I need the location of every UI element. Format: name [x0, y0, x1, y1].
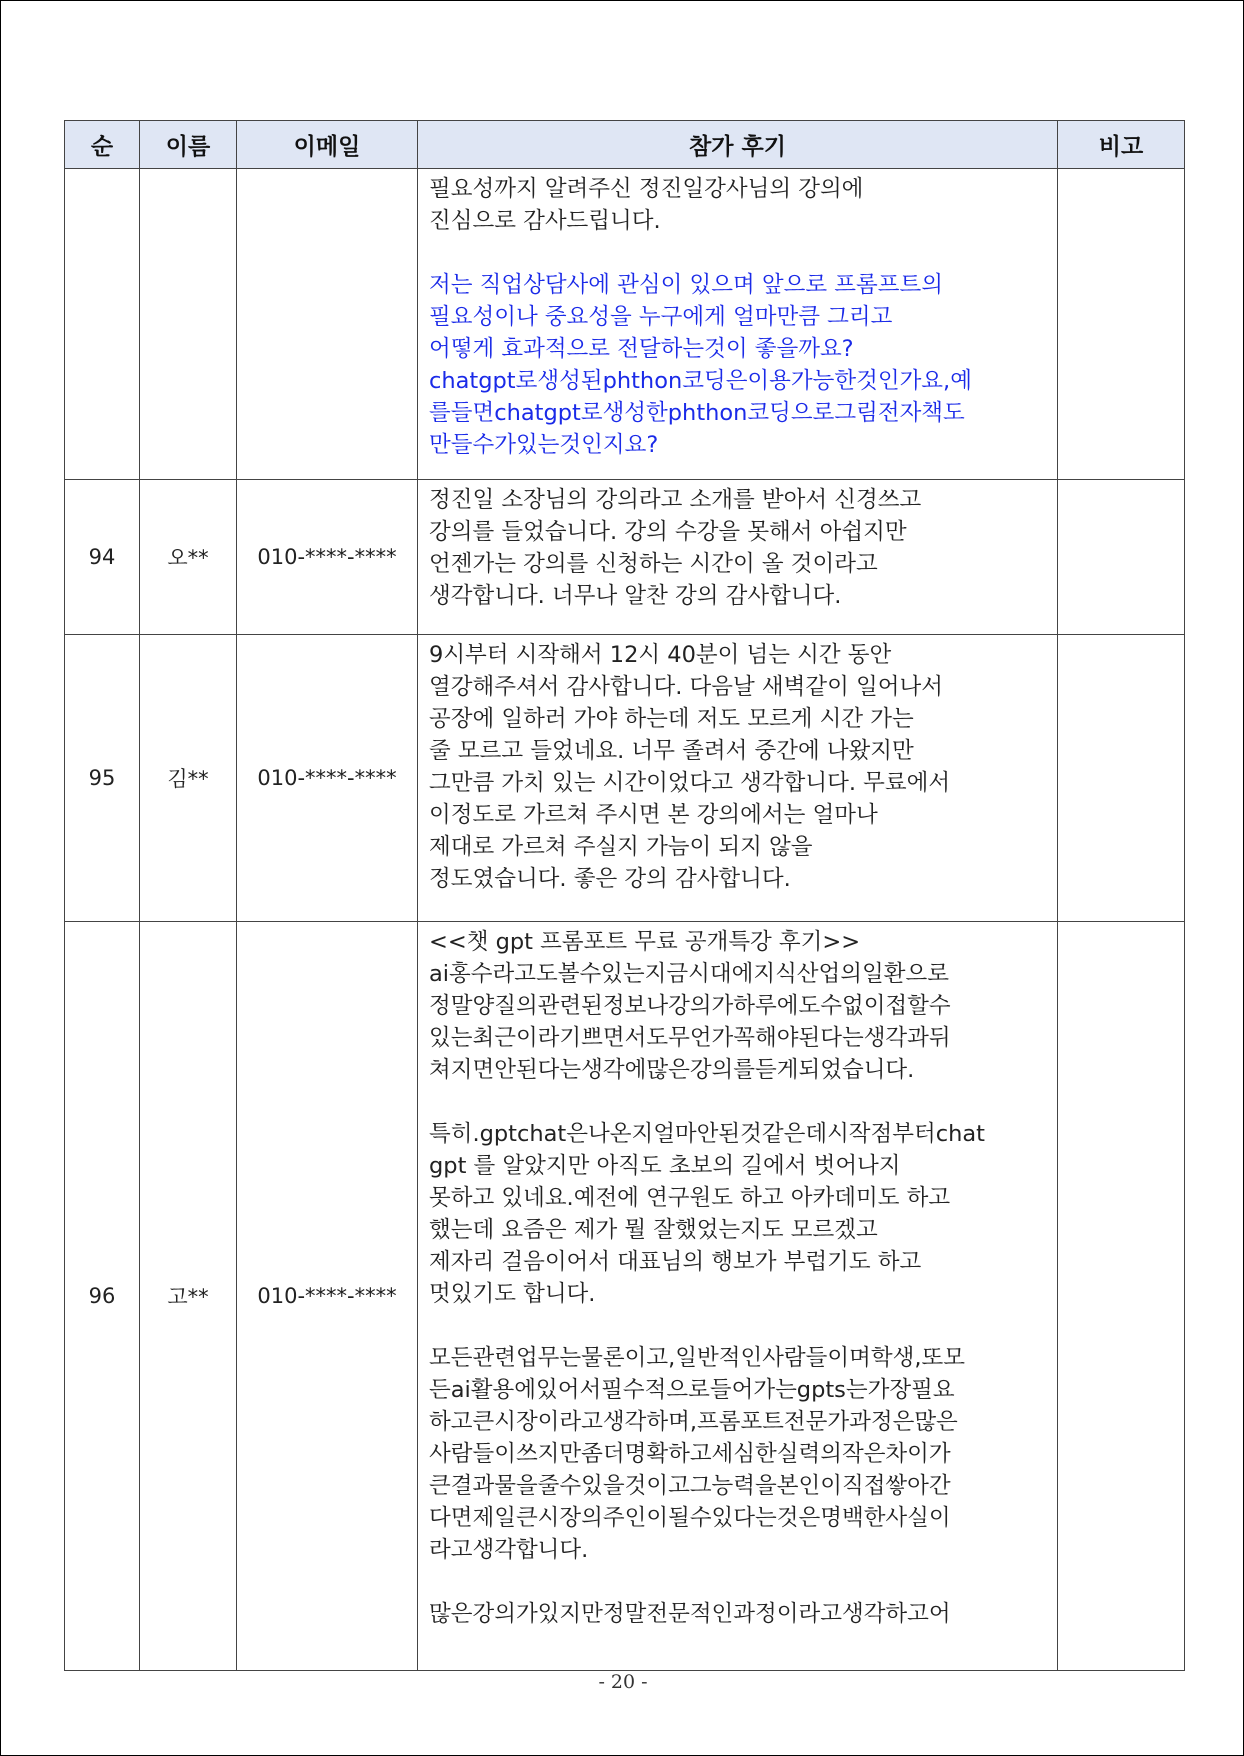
row-name: 오** — [140, 480, 237, 635]
row-name: 고** — [140, 922, 237, 1671]
row-number: 94 — [65, 480, 140, 635]
row-number: 96 — [65, 922, 140, 1671]
header-note: 비고 — [1058, 121, 1185, 169]
row-note — [1058, 922, 1185, 1671]
review-paragraph: 정진일 소장님의 강의라고 소개를 받아서 신경쓰고 강의를 들었습니다. 강의 수강을 못해서 아쉽지만 언젠가는 강의를 신청하는 시간이 올 것이라고 생각합니다. 너무나 알찬 강의 감사합니다. — [429, 487, 922, 609]
table-row — [65, 922, 1185, 1671]
review-table — [64, 120, 1185, 1671]
row-note — [1058, 480, 1185, 635]
row-email: 010-****-**** — [237, 922, 418, 1671]
row-note — [1058, 169, 1185, 480]
review-paragraph: <<챗 gpt 프롬포트 무료 공개특강 후기>> ai홍수라고도볼수있는지금시대에지식산업의일환으로 정말양질의관련된정보나강의가하루에도수없이접할수 있는최근이라기쁘면서도무언가꼭해야된다는생각과뒤 쳐지면안된다는생각에많은강의를듣게되었습니다. — [429, 929, 951, 1083]
review-paragraph: 모든관련업무는물론이고,일반적인사람들이며학생,또모 든ai활용에있어서필수적으로들어가는gpts는가장필요 하고큰시장이라고생각하며,프롬포트전문가과정은많은 사람들이쓰지만좀더명확하고세심한실력의작은차이가 큰결과물을줄수있을것이고그능력을본인이직접쌓아간 다면제일큰시장의주인이될수있다는것은명백한사실이 라고생각합니다. — [429, 1345, 965, 1563]
row-review — [418, 169, 1058, 480]
table-header-row — [65, 121, 1185, 169]
table-row — [65, 480, 1185, 635]
page-number: - 20 - — [598, 1671, 648, 1693]
row-number: 95 — [65, 635, 140, 922]
table-row — [65, 169, 1185, 480]
row-review — [418, 480, 1058, 635]
review-paragraph: 많은강의가있지만정말전문적인과정이라고생각하고어 — [429, 1601, 951, 1627]
review-question: 저는 직업상담사에 관심이 있으며 앞으로 프롬프트의 필요성이나 중요성을 누구에게 얼마만큼 그리고 어떻게 효과적으로 전달하는것이 좋을까요? chatgpt로생성된phthon코딩은이용가능한것인가요,예 를들면chatgpt로생성한phthon코딩으로그림전자책도 만들수가있는것인지요? — [429, 272, 972, 458]
table-row — [65, 635, 1185, 922]
row-email: 010-****-**** — [237, 635, 418, 922]
header-number: 순 — [65, 121, 140, 169]
row-name: 김** — [140, 635, 237, 922]
header-email: 이메일 — [237, 121, 418, 169]
review-paragraph: 필요성까지 알려주신 정진일강사님의 강의에 진심으로 감사드립니다. — [429, 176, 864, 234]
review-paragraph: 9시부터 시작해서 12시 40분이 넘는 시간 동안 열강해주셔서 감사합니다. 다음날 새벽같이 일어나서 공장에 일하러 가야 하는데 저도 모르게 시간 가는 줄 모르고 들었네요. 너무 졸려서 중간에 나왔지만 그만큼 가치 있는 시간이었다고 생각합니다. 무료에서 이정도로 가르쳐 주시면 본 강의에서는 얼마나 제대로 가르쳐 주실지 가늠이 되지 않을 정도였습니다. 좋은 강의 감사합니다. — [429, 642, 951, 892]
row-note — [1058, 635, 1185, 922]
row-email — [237, 169, 418, 480]
row-number — [65, 169, 140, 480]
row-name — [140, 169, 237, 480]
row-review — [418, 635, 1058, 922]
row-email: 010-****-**** — [237, 480, 418, 635]
header-name: 이름 — [140, 121, 237, 169]
row-review — [418, 922, 1058, 1671]
header-review: 참가 후기 — [418, 121, 1058, 169]
review-paragraph: 특히.gptchat은나온지얼마안된것같은데시작점부터chat gpt 를 알았지만 아직도 초보의 길에서 벗어나지 못하고 있네요.예전에 연구원도 하고 아카데미도 하고 했는데 요즘은 제가 뭘 잘했었는지도 모르겠고 제자리 걸음이어서 대표님의 행보가 부럽기도 하고 멋있기도 합니다. — [429, 1121, 985, 1307]
